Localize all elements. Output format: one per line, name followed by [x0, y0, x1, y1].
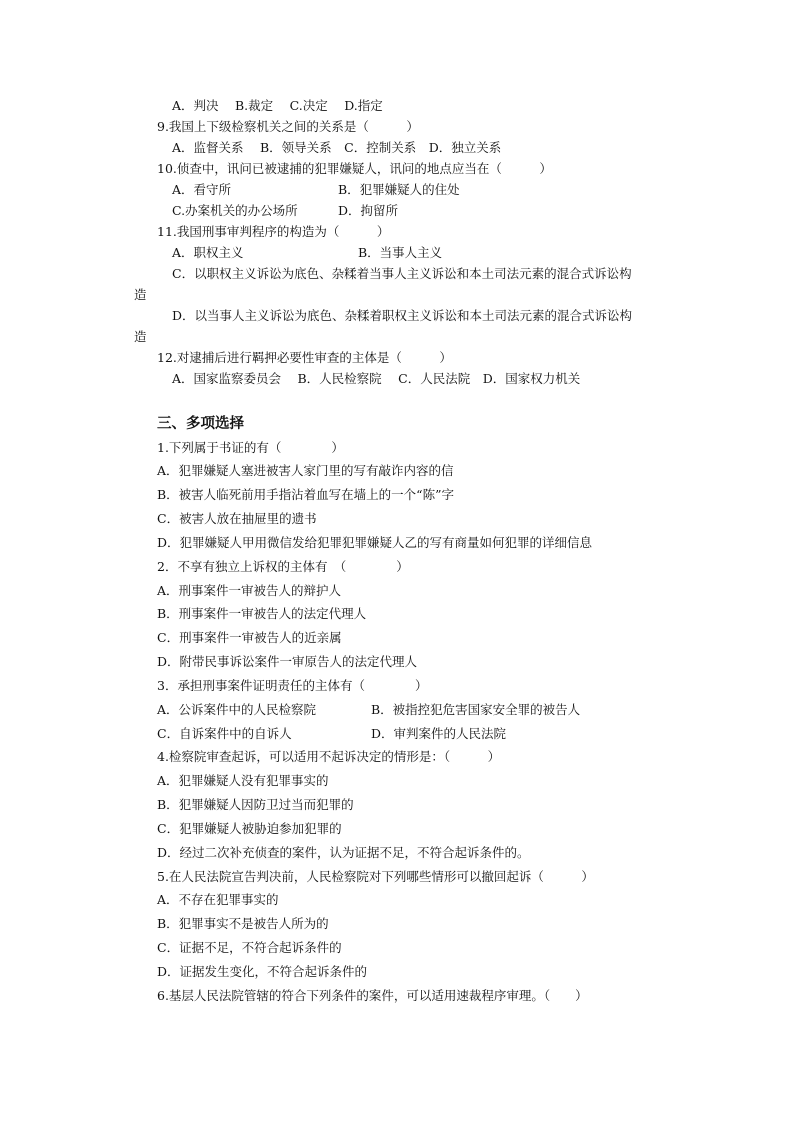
q11-option-a: A．职权主义	[172, 245, 244, 260]
m-q5-option-d: D．证据发生变化，不符合起诉条件的	[157, 964, 368, 979]
q9-options: A．监督关系 B．领导关系 C．控制关系 D．独立关系	[172, 140, 502, 155]
m-q1-option-a: A．犯罪嫌疑人塞进被害人家门里的写有敲诈内容的信	[157, 463, 454, 478]
m-q3-option-c: C．自诉案件中的自诉人	[157, 726, 292, 741]
q11-option-d-line1: D．以当事人主义诉讼为底色、杂糅着职权主义诉讼和本土司法元素的混合式诉讼构	[172, 308, 633, 323]
q11-option-c-line1: C．以职权主义诉讼为底色、杂糅着当事人主义诉讼和本土司法元素的混合式诉讼构	[172, 266, 632, 281]
m-q1-option-d: D．犯罪嫌疑人甲用微信发给犯罪犯罪嫌疑人乙的写有商量如何犯罪的详细信息	[157, 535, 593, 550]
q9-stem: 9.我国上下级检察机关之间的关系是（ ）	[157, 119, 419, 134]
m-q6-stem: 6.基层人民法院管辖的符合下列条件的案件，可以适用速裁程序审理。（ ）	[157, 988, 588, 1003]
m-q1-option-c: C．被害人放在抽屉里的遗书	[157, 511, 317, 526]
m-q1-option-b: B．被害人临死前用手指沾着血写在墙上的一个“陈”字	[157, 487, 454, 502]
q11-option-d-line2: 造	[134, 329, 147, 344]
m-q4-option-d: D．经过二次补充侦查的案件，认为证据不足，不符合起诉条件的。	[157, 845, 530, 860]
m-q5-stem: 5.在人民法院宣告判决前，人民检察院对下列哪些情形可以撤回起诉（ ）	[157, 869, 594, 884]
m-q3-option-d: D．审判案件的人民法院	[371, 726, 507, 741]
m-q4-option-c: C．犯罪嫌疑人被胁迫参加犯罪的	[157, 821, 342, 836]
m-q2-option-a: A．刑事案件一审被告人的辩护人	[157, 583, 342, 598]
m-q4-option-b: B．犯罪嫌疑人因防卫过当而犯罪的	[157, 797, 354, 812]
m-q2-option-b: B．刑事案件一审被告人的法定代理人	[157, 606, 367, 621]
m-q3-stem: 3．承担刑事案件证明责任的主体有（ ）	[157, 678, 428, 693]
q11-option-c-line2: 造	[134, 287, 147, 302]
m-q2-option-c: C．刑事案件一审被告人的近亲属	[157, 630, 342, 645]
m-q5-option-a: A．不存在犯罪事实的	[157, 892, 279, 907]
q10-option-a: A．看守所	[172, 182, 232, 197]
m-q4-stem: 4.检察院审查起诉，可以适用不起诉决定的情形是：（ ）	[157, 749, 501, 764]
m-q3-option-a: A．公诉案件中的人民检察院	[157, 702, 317, 717]
m-q2-stem: 2．不享有独立上诉权的主体有 （ ）	[157, 559, 409, 574]
q10-option-c: C.办案机关的办公场所	[172, 203, 298, 218]
m-q3-option-b: B．被指控犯危害国家安全罪的被告人	[371, 702, 581, 717]
q11-stem: 11.我国刑事审判程序的构造为（ ）	[157, 224, 390, 239]
q10-option-b: B．犯罪嫌疑人的住处	[338, 182, 460, 197]
q11-option-b: B．当事人主义	[358, 245, 443, 260]
q12-stem: 12.对逮捕后进行羁押必要性审查的主体是（ ）	[157, 350, 452, 365]
section-title: 三、多项选择	[157, 416, 244, 432]
q12-options: A．国家监察委员会 B．人民检察院 C．人民法院 D．国家权力机关	[172, 371, 581, 386]
q10-stem: 10.侦查中，讯问已被逮捕的犯罪嫌疑人，讯问的地点应当在（ ）	[157, 161, 552, 176]
q10-option-d: D．拘留所	[338, 203, 399, 218]
m-q5-option-b: B．犯罪事实不是被告人所为的	[157, 916, 329, 931]
q8-options: A．判决 B.裁定 C.决定 D.指定	[172, 98, 383, 113]
m-q1-stem: 1.下列属于书证的有（ ）	[157, 440, 344, 455]
m-q5-option-c: C．证据不足，不符合起诉条件的	[157, 940, 342, 955]
m-q4-option-a: A．犯罪嫌疑人没有犯罪事实的	[157, 773, 329, 788]
m-q2-option-d: D．附带民事诉讼案件一审原告人的法定代理人	[157, 654, 418, 669]
